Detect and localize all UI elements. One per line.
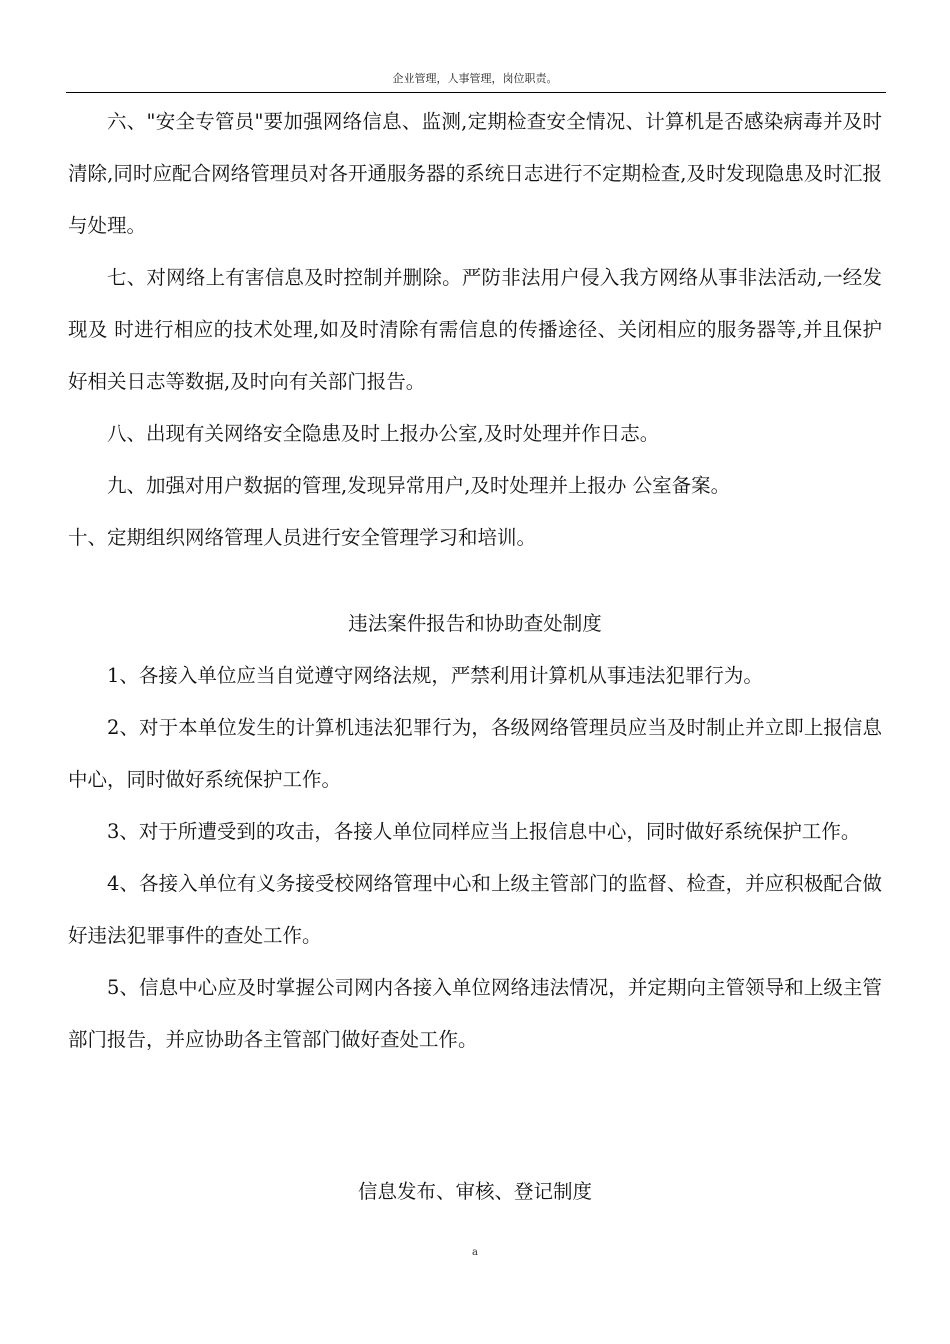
document-body — [68, 96, 882, 1218]
paragraph-6: 六、"安全专管员"要加强网络信息、监测,定期检查安全情况、计算机是否感染病毒并及时清除,同时应配合网络管理员对各开通服务器的系统日志进行不定期检查,及时发现隐患及时汇报与处理。 — [68, 110, 882, 237]
header-rule — [66, 92, 886, 93]
rule-item-5: 5、信息中心应及时掌握公司网内各接入单位网络违法情况，并定期向主管领导和上级主管部门报告，并应协助各主管部门做好查处工作。 — [68, 976, 882, 1051]
rule-item-1: 1、各接入单位应当自觉遵守网络法规，严禁利用计算机从事违法犯罪行为。 — [107, 664, 763, 687]
paragraph-8: 八、出现有关网络安全隐患及时上报办公室,及时处理并作日志。 — [107, 422, 660, 445]
paragraph-7: 七、对网络上有害信息及时控制并删除。严防非法用户侵入我方网络从事非法活动,一经发现及 时进行相应的技术处理,如及时清除有需信息的传播途径、关闭相应的服务器等,并且保护好相关日志等数据,及时向有关部门报告。 — [68, 266, 882, 393]
spacer — [68, 564, 882, 598]
paragraph-9: 九、加强对用户数据的管理,发现异常用户,及时处理并上报办 公室备案。 — [107, 474, 731, 497]
page-header: 企业管理，人事管理，岗位职责。 — [392, 72, 558, 85]
paragraph-10: 十、定期组织网络管理人员进行安全管理学习和培训。 — [68, 526, 537, 549]
rule-item-4: 4、各接入单位有义务接受校网络管理中心和上级主管部门的监督、检查，并应积极配合做好违法犯罪事件的查处工作。 — [68, 872, 882, 947]
rule-item-3: 3、对于所遭受到的攻击，各接人单位同样应当上报信息中心，同时做好系统保护工作。 — [107, 820, 861, 843]
page-footer: a — [472, 1247, 478, 1258]
section-title-publish: 信息发布、审核、登记制度 — [357, 1180, 592, 1203]
section-title-report: 违法案件报告和协助查处制度 — [348, 612, 602, 635]
spacer — [68, 1066, 882, 1166]
rule-item-2: 2、对于本单位发生的计算机违法犯罪行为，各级网络管理员应当及时制止并立即上报信息中心，同时做好系统保护工作。 — [68, 716, 882, 791]
